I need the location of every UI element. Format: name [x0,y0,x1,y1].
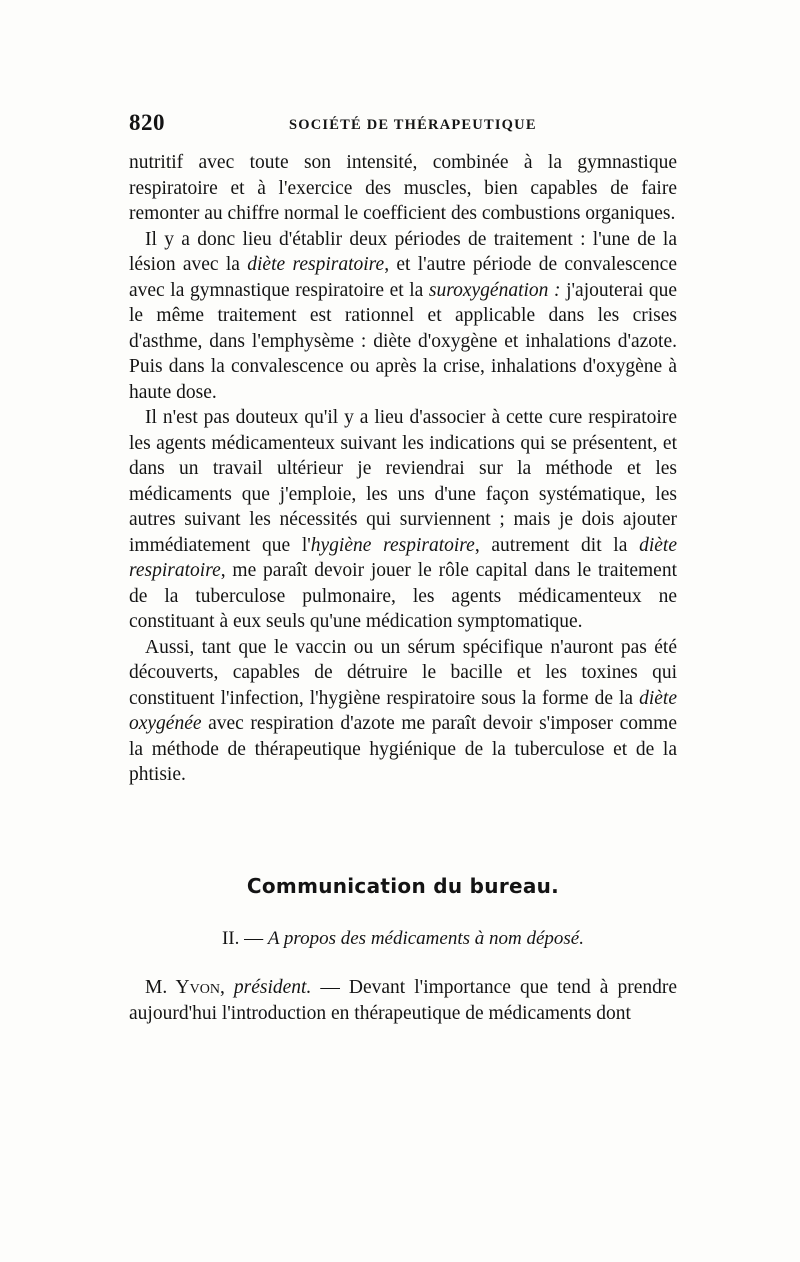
italic-term: diète respiratoire [247,254,385,275]
paragraph [129,150,677,227]
italic-term: diète oxygénée [129,687,677,734]
paragraph [129,405,677,635]
paragraph [129,227,677,406]
paragraph-text: , me paraît devoir jouer le rôle capital dans le traitement de la tuberculose pulmonaire, les agents médicamenteux ne constituant à eux seuls qu'une médication symptomatique. [129,560,677,632]
paragraph-text: avec respiration d'azote me paraît devoir s'imposer comme la méthode de thérapeutique hygiénique de la tuberculose et de la phtisie. [129,713,677,785]
section-heading: Communication du bureau. [246,874,560,898]
page-number: 820 [129,110,165,135]
subheading-title: A propos des médicaments à nom déposé. [267,928,584,949]
final-text: — Devant l'importance que tend à prendre aujourd'hui l'introduction en thérapeutique de médicaments dont [129,977,678,1024]
paragraph-text: , et l'autre période de convalescence avec la gymnastique respiratoire et la [129,254,677,301]
italic-term: diète respiratoire [129,534,677,581]
subheading-number: II. — [221,928,268,949]
italic-term: suroxygénation : [428,279,561,301]
paragraph-text: Aussi, tant que le vaccin ou un sérum spécifique n'auront pas été découverts, capables de détruire le bacille et les toxines qui constituent l'infection, l'hygiène respiratoire sous la forme de la [129,636,677,709]
subheading [129,928,677,950]
paragraph [129,635,677,788]
paragraph-text: j'ajouterai que le même traitement est rationnel et applicable dans les crises d'asthme, dans l'emphysème : diète d'oxygène et inhalations d'azote. Puis dans la convalescence ou après la crise, inhalations d'oxygène à haute dose. [129,279,677,403]
paragraph-text: nutritif avec toute son intensité, combinée à la gymnastique respiratoire et à l'exercice des muscles, bien capables de faire remonter au chiffre normal le coefficient des combustions organiques. [129,152,677,224]
final-paragraph [129,975,677,1027]
paragraph-text: Il n'est pas douteux qu'il y a lieu d'associer à cette cure respiratoire les agents médicamenteux suivant les indications qui se présentent, et dans un travail ultérieur je reviendrai sur la méthode et les médicaments que j'emploie, les uns d'une façon systématique, les autres suivant les nécessités qui surviennent ; mais je dois ajouter immédiatement que l' [129,407,677,556]
italic-term: hygiène respiratoire [310,534,475,556]
running-title: SOCIÉTÉ DE THÉRAPEUTIQUE [289,117,537,133]
paragraph-text: , autrement dit la [474,534,640,556]
body-text [129,150,677,788]
running-head [129,110,675,140]
speaker-role: président. [233,977,312,998]
speaker-name: M. Yvon, [145,977,234,998]
paragraph-text: Il y a donc lieu d'établir deux périodes de traitement : l'une de la lésion avec la [129,228,677,275]
